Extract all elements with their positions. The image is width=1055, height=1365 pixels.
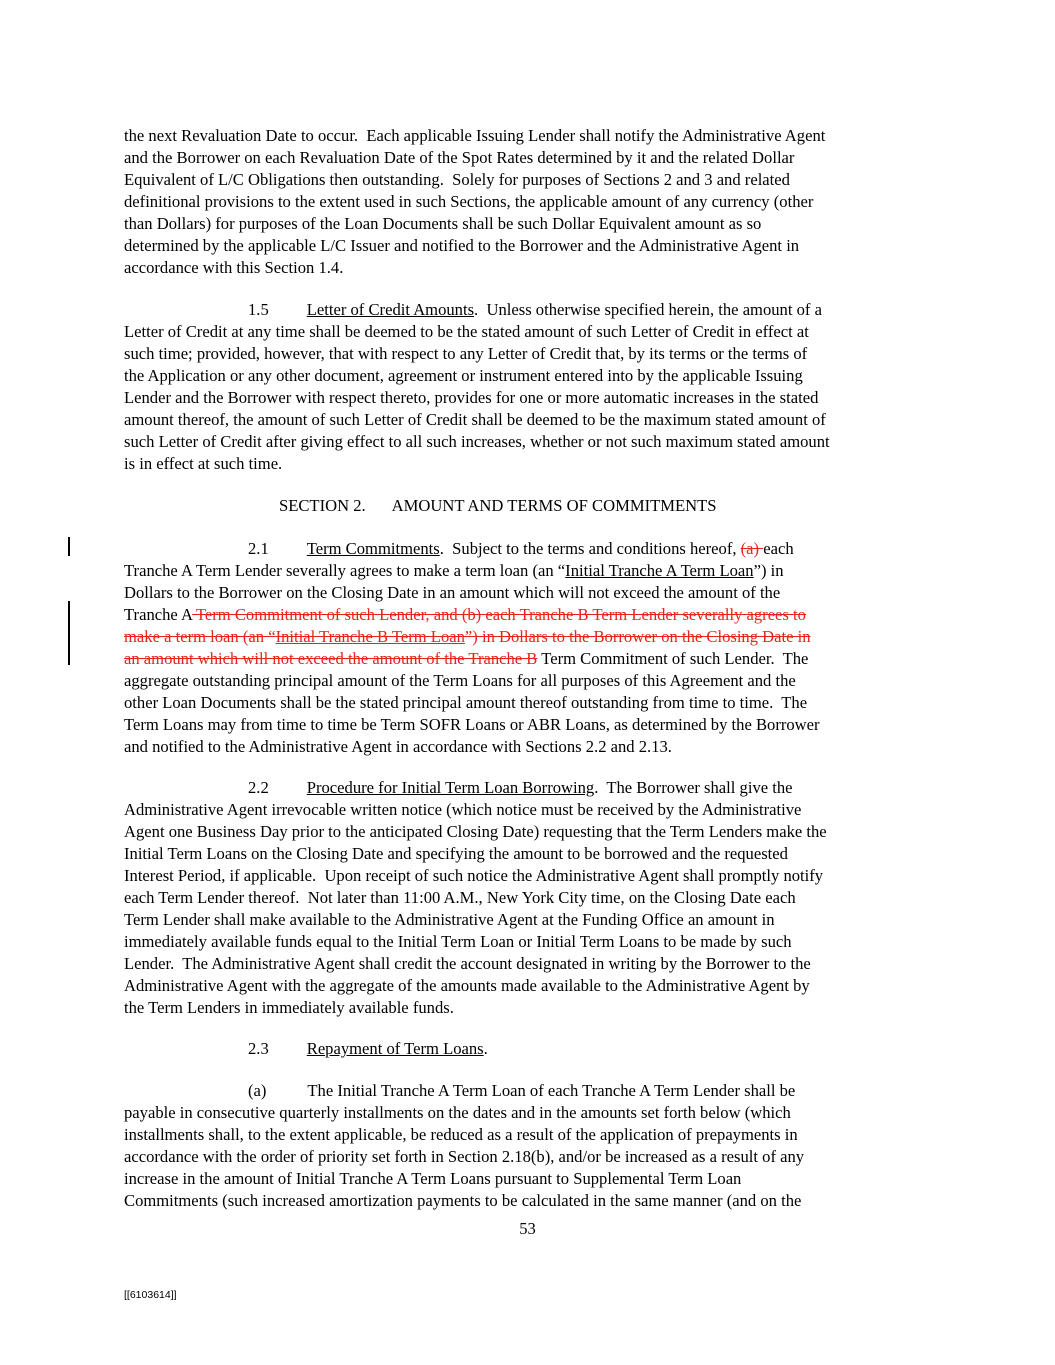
text-line: is in effect at such time. <box>124 454 283 473</box>
change-bar <box>68 537 70 556</box>
text-run: ”) in <box>753 561 784 580</box>
text-line: other Loan Documents shall be the stated principal amount thereof outstanding from time to time. The <box>124 693 808 712</box>
clause-label: (a) <box>248 1081 267 1100</box>
text-line: Equivalent of L/C Obligations then outstanding. Solely for purposes of Sections 2 and 3 and related <box>124 170 790 189</box>
text-line <box>124 604 806 626</box>
section-2-3-heading <box>248 1038 488 1060</box>
text-line <box>248 299 822 321</box>
text-line <box>124 560 784 582</box>
text-line: installments shall, to the extent applicable, be reduced as a result of the application of prepayments in <box>124 1125 798 1144</box>
text-line: Term Loans may from time to time be Term SOFR Loans or ABR Loans, as determined by the Borrower <box>124 715 820 734</box>
text-line: such Letter of Credit after giving effect to all such increases, whether or not such maximum stated amount <box>124 432 830 451</box>
text-line: each Term Lender thereof. Not later than 11:00 A.M., New York City time, on the Closing Date each <box>124 888 796 907</box>
text-run: Tranche A <box>124 605 193 624</box>
text-line: and the Borrower on each Revaluation Date of the Spot Rates determined by it and the related Dollar <box>124 148 795 167</box>
text-line: accordance with this Section 1.4. <box>124 258 344 277</box>
text-run: . The Borrower shall give the <box>594 778 793 797</box>
section-heading: Term Commitments <box>306 539 440 558</box>
text-line: Lender and the Borrower with respect thereto, provides for one or more automatic increases in the stated <box>124 388 819 407</box>
text-run: Term Commitment of such Lender. The <box>537 649 809 668</box>
text-line: increase in the amount of Initial Tranche A Term Loans pursuant to Supplemental Term Loan <box>124 1169 742 1188</box>
text-line <box>248 1080 795 1102</box>
text-line: Lender. The Administrative Agent shall credit the account designated in writing by the Borrower to the <box>124 954 811 973</box>
text-line: determined by the applicable L/C Issuer and notified to the Borrower and the Administrative Agent in <box>124 236 800 255</box>
deleted-text: ”) in Dollars to the Borrower on the Closing Date in <box>464 627 811 646</box>
deleted-text: make a term loan (an “ <box>124 627 276 646</box>
text-run: . Subject to the terms and conditions hereof, <box>439 539 741 558</box>
document-id: [[6103614]] <box>124 1289 177 1301</box>
section-heading: Procedure for Initial Term Loan Borrowing <box>306 778 595 797</box>
text-line: such time; provided, however, that with respect to any Letter of Credit that, by its terms or the terms of <box>124 344 808 363</box>
text-line <box>248 777 793 799</box>
page-number: 53 <box>519 1219 536 1238</box>
text-line: Agent one Business Day prior to the anticipated Closing Date) requesting that the Term Lenders make the <box>124 822 827 841</box>
section-number: 1.5 <box>248 300 269 319</box>
text-run: each <box>763 539 794 558</box>
text-line: Commitments (such increased amortization payments to be calculated in the same manner (and on the <box>124 1191 802 1210</box>
text-line: Administrative Agent with the aggregate of the amounts made available to the Administrative Agent by <box>124 976 810 995</box>
text-line <box>248 538 794 560</box>
text-line: Interest Period, if applicable. Upon receipt of such notice the Administrative Agent shall promptly notify <box>124 866 824 885</box>
text-line: definitional provisions to the extent used in such Sections, the applicable amount of any currency (other <box>124 192 814 211</box>
text-line: Initial Term Loans on the Closing Date and specifying the amount to be borrowed and the requested <box>124 844 788 863</box>
section-heading-title: AMOUNT AND TERMS OF COMMITMENTS <box>391 496 717 515</box>
text-line: Letter of Credit at any time shall be deemed to be the stated amount of such Letter of Credit in effect at <box>124 322 809 341</box>
text-line: Term Lender shall make available to the Administrative Agent at the Funding Office an amount in <box>124 910 775 929</box>
text-run: The Initial Tranche A Term Loan of each Tranche A Term Lender shall be <box>307 1081 796 1100</box>
text-line: accordance with the order of priority set forth in Section 2.18(b), and/or be increased as a result of any <box>124 1147 805 1166</box>
text-line: the Application or any other document, agreement or instrument entered into by the applicable Issuing <box>124 366 803 385</box>
text-line: Dollars to the Borrower on the Closing Date in an amount which will not exceed the amount of the <box>124 583 781 602</box>
text-line <box>124 648 808 670</box>
section-number: 2.3 <box>248 1039 269 1058</box>
text-line: amount thereof, the amount of such Letter of Credit shall be deemed to be the maximum stated amount of <box>124 410 826 429</box>
section-heading: Repayment of Term Loans <box>306 1039 484 1058</box>
deleted-defined-term: Initial Tranche B Term Loan <box>275 627 465 646</box>
text-line: and notified to the Administrative Agent in accordance with Sections 2.2 and 2.13. <box>124 737 672 756</box>
text-line: the next Revaluation Date to occur. Each applicable Issuing Lender shall notify the Administrative Agent <box>124 126 826 145</box>
text-run: Tranche A Term Lender severally agrees to make a term loan (an “ <box>124 561 566 580</box>
text-line <box>124 626 811 648</box>
text-line: immediately available funds equal to the Initial Term Loan or Initial Term Loans to be made by such <box>124 932 792 951</box>
text-line: than Dollars) for purposes of the Loan Documents shall be such Dollar Equivalent amount as so <box>124 214 762 233</box>
text-line: aggregate outstanding principal amount of the Term Loans for all purposes of this Agreement and the <box>124 671 796 690</box>
section-2-heading <box>279 495 717 517</box>
deleted-text: Term Commitment of such Lender, and (b) each Tranche B Term Lender severally agrees to <box>192 605 806 624</box>
text-run: . <box>483 1039 488 1058</box>
text-line: Administrative Agent irrevocable written notice (which notice must be received by the Administrative <box>124 800 802 819</box>
defined-term: Initial Tranche A Term Loan <box>565 561 754 580</box>
deleted-text: an amount which will not exceed the amount of the Tranche B <box>124 649 538 668</box>
section-heading: Letter of Credit Amounts <box>306 300 475 319</box>
text-line: payable in consecutive quarterly installments on the dates and in the amounts set forth below (which <box>124 1103 791 1122</box>
section-heading-number: SECTION 2. <box>279 496 366 515</box>
text-run: . Unless otherwise specified herein, the amount of a <box>474 300 822 319</box>
change-bar <box>68 601 70 665</box>
text-line: the Term Lenders in immediately available funds. <box>124 998 454 1017</box>
deleted-text: (a) <box>740 539 764 558</box>
section-number: 2.2 <box>248 778 269 797</box>
section-number: 2.1 <box>248 539 269 558</box>
